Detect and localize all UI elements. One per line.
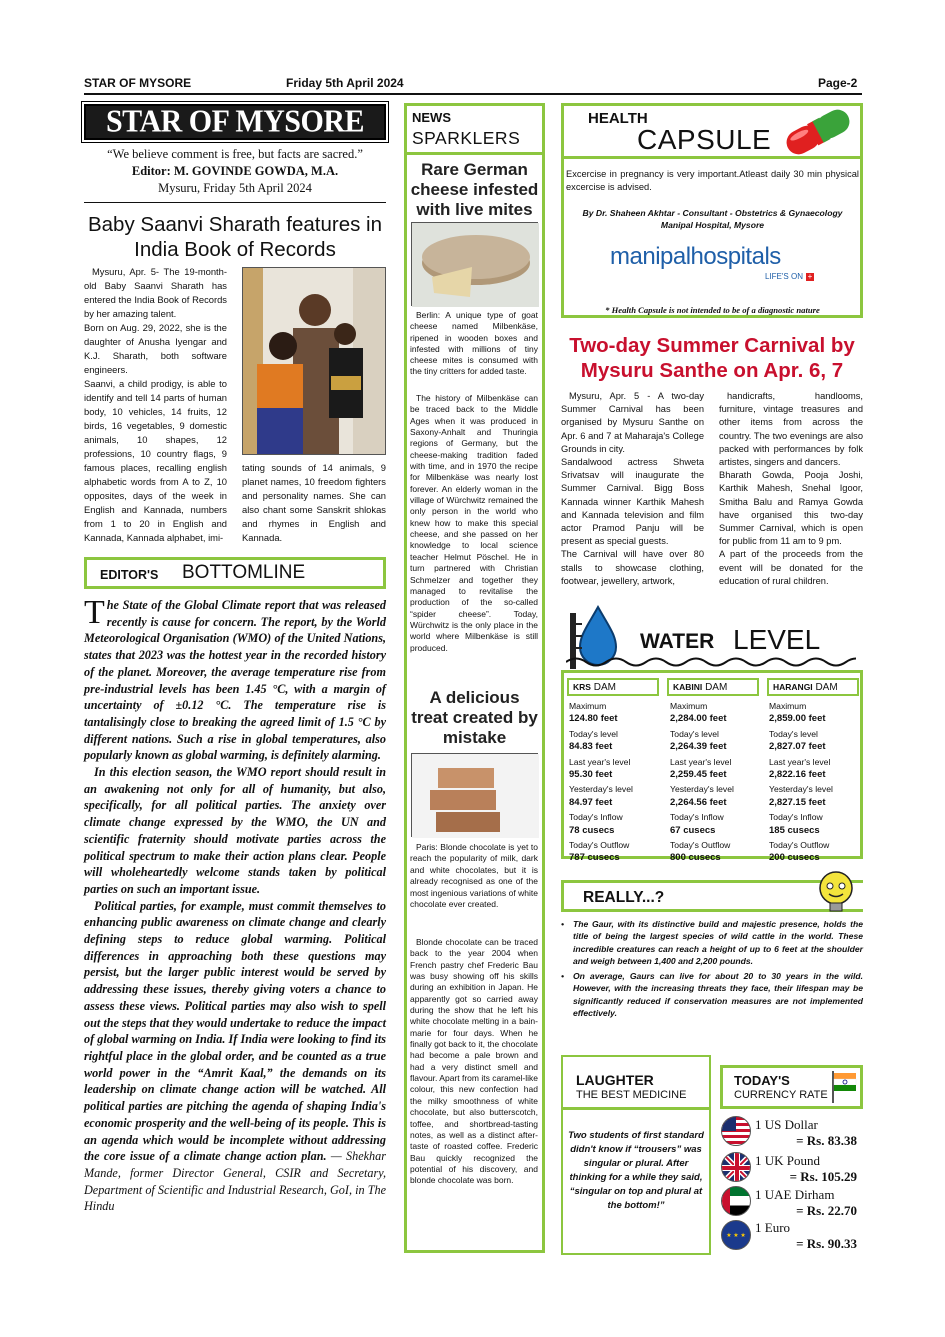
stat-label: Maximum xyxy=(769,701,807,711)
dam-krs-short: KRS xyxy=(573,682,591,692)
bottomline-label-1: EDITOR'S xyxy=(100,568,159,582)
stat-label: Today's level xyxy=(769,728,818,739)
water-label-1: WATER xyxy=(640,630,715,653)
stat-value: 2,264.39 feet xyxy=(670,741,727,753)
editor-line: Editor: M. GOVINDE GOWDA, M.A. xyxy=(131,164,339,178)
dam-kabini-suffix: DAM xyxy=(705,682,728,693)
masthead-small: STAR OF MYSORE xyxy=(84,76,192,90)
rate-gbp-value: = Rs. 105.29 xyxy=(789,1169,857,1184)
family-photo xyxy=(242,267,386,455)
fact-text: The Gaur, with its distinctive build and majestic presence, holds the title of being the largest species of wild cattle in the world. These incredible creatures can reach a height of up to 6 feet at the shoulder and weigh between 1,400 and 2,200 pounds. xyxy=(573,919,863,966)
stat-value: 2,264.56 feet xyxy=(670,796,727,808)
uae-flag-icon xyxy=(721,1186,751,1216)
carnival-col1: Mysuru, Apr. 5 - A two-day Summer Carnival has been organised by Mysuru Santhe on Apr. 6 and 7 at Maharaja's College Grounds in city. Sandalwood actress Shweta Srivatsav will inaugurate the Summer Carnival. Bigg Boss Kannada winner Karthik Mahesh and Kannada television and film actor Pramod Panju will be present as special guests. The Carnival will have over 80 stalls to showcase clothing, footwear, jewellery, artwork, xyxy=(561,391,704,586)
lightbulb-icon xyxy=(814,868,858,916)
stat-label: Today's Outflow xyxy=(670,840,731,851)
carnival-headline: Two-day Summer Carnival by Mysuru Santhe on Apr. 6, 7 xyxy=(569,334,855,382)
capsule-icon xyxy=(778,108,858,156)
manipal-logo xyxy=(610,243,781,271)
news-label-2: SPARKLERS xyxy=(412,128,521,148)
dam-kabini-short: KABINI xyxy=(673,682,703,692)
stat-label: Yesterday's level xyxy=(670,784,734,795)
fact-text: On average, Gaurs can live for about 20 to 30 years in the wild. However, with the increasing threats they face, their lifespan may be significantly reduced if conservation measures are not implemented effectively. xyxy=(573,971,863,1019)
india-flag-icon xyxy=(832,1071,858,1103)
stat-label: Today's level xyxy=(670,728,719,739)
dam-krs-suffix: DAM xyxy=(593,682,616,693)
news-headline-1: Rare German cheese infested with live mites xyxy=(410,160,539,219)
dam-harangi-short: HARANGI xyxy=(773,682,813,692)
really-facts xyxy=(561,918,863,1019)
news-text-1b: The history of Milbenkäse can be traced back to the Middle Ages when it was produced in Saxony-Anhalt and Thuringia regions of Germany, but the cheese-making tradition faded with time, and in 1970 the recipe for Milbenkäse was nearly lost forever. An elderly woman in the village of Würchwitz remained the only person in the world who knew how to make this special cheese, and she passed on her knowledge to local science teacher Helmut Pöschel. He in turn partnered with Christian Schmelzer and together they managed to revitalise the production of the so-called “spider cheese”. Today, Würchwitz is the only place in the world where Milbenkäse is still produced. xyxy=(410,393,538,653)
rate-aed-unit: 1 UAE Dirham xyxy=(755,1187,835,1202)
dam-harangi-label xyxy=(767,678,859,696)
cheese-photo xyxy=(411,222,538,306)
chocolate-illustration xyxy=(412,754,539,838)
stat-label: Today's Outflow xyxy=(569,840,630,851)
drop-cap: T xyxy=(84,594,105,631)
us-flag-icon xyxy=(721,1116,751,1146)
rate-usd-unit: 1 US Dollar xyxy=(755,1117,818,1132)
stat-value: 95.30 feet xyxy=(569,769,613,781)
issue-date: Friday 5th April 2024 xyxy=(286,76,404,90)
stat-value: 78 cusecs xyxy=(569,824,615,836)
dam-harangi-suffix: DAM xyxy=(815,682,838,693)
stat-label: Today's Inflow xyxy=(569,812,623,823)
dam-harangi-stats xyxy=(769,700,833,865)
fact-item xyxy=(561,970,863,1019)
stat-label: Today's level xyxy=(569,728,618,739)
rate-aed-value: = Rs. 22.70 xyxy=(796,1203,857,1218)
stat-value: 2,859.00 feet xyxy=(769,713,826,725)
news-label-1: NEWS xyxy=(412,110,451,125)
motto: “We believe comment is free, but facts are sacred.” xyxy=(107,147,363,161)
stat-value: 124.80 feet xyxy=(569,713,618,725)
really-label: REALLY...? xyxy=(583,889,665,906)
logo-text: STAR OF MYSORE xyxy=(105,104,365,139)
chocolate-photo xyxy=(411,753,538,837)
manipal-tagline: LIFE'S ON xyxy=(765,272,803,281)
health-note: * Health Capsule is not intended to be of a diagnostic nature xyxy=(605,305,820,315)
carnival-col2: handicrafts, handlooms, furniture, vintage treasures and other items from across the country. The two evenings are also packed with performances by folk artistes, singers and dancers. Bharath Gowda, Pooja Joshi, Karthik Mahesh, Snehal Igoor, Smitha Balu and Ramya Gowda have organised this two-day Summer Carnival, which is open for public from 11 am to 9 pm. A part of the proceeds from the event will be donated for the education of rural children. xyxy=(719,391,863,586)
bottomline-article xyxy=(84,594,386,1215)
health-label-2: CAPSULE xyxy=(637,124,772,155)
stat-label: Last year's level xyxy=(569,756,631,767)
news-text-1a: Berlin: A unique type of goat cheese named Milbenkäse, ripened in wooden boxes and infested with millions of tiny cheese mites is consumed with the tiny critters for added taste. xyxy=(410,310,538,377)
page-number: Page-2 xyxy=(818,76,858,90)
bottomline-p2: In this election season, the WMO report should result in an awakening not only for all of humanity, but also, specifically, for all political parties. The anxiety over climate change expressed by the WMO, the UN and scientific fraternity should motivate parties across the political spectrum to make their action plans clear. People will wholeheartedly welcome stands taken by political parties on such an important issue. xyxy=(84,765,386,896)
dateline: Mysuru, Friday 5th April 2024 xyxy=(158,181,312,195)
bottomline-p1: he State of the Global Climate report that was released recently is cause for concern. The report, by the World Meteorological Organisation (WMO) of the United Nations, states that 2023 was the hottest year in the recorded history of the planet. Moreover, the average temperature rise from pre-industrial levels has been 1.45 °C, with a margin of uncertainty of ±0.12 °C. The temperature rise is tantalisingly close to breaking the agreed limit of 1.5 °C by different nations. Such a rise in global temperatures, also popularly known as global warming, is definitely alarming. xyxy=(84,598,386,763)
bottomline-label-2: BOTTOMLINE xyxy=(182,562,306,583)
stat-label: Yesterday's level xyxy=(569,784,633,795)
laughter-joke: Two students of first standard didn't know if “trousers” was singular or plural. After thinking for a while they said, “singular on top and plural at the bottom!” xyxy=(568,1130,704,1211)
stat-value: 2,827.07 feet xyxy=(769,741,826,753)
story-col2: tating sounds of 14 animals, 9 planet names, 10 freedom fighters and personality names. She can also chant some Sanskrit shlokas and rhymes in English and Kannada. xyxy=(242,462,386,543)
rate-eur-value: = Rs. 90.33 xyxy=(796,1236,857,1251)
rate-usd-value: = Rs. 83.38 xyxy=(796,1133,857,1148)
currency-label-2: CURRENCY RATE xyxy=(734,1089,828,1101)
stat-value: 2,822.16 feet xyxy=(769,769,826,781)
water-waves-icon xyxy=(566,655,856,669)
stat-value: 84.97 feet xyxy=(569,796,613,808)
stat-value: 200 cusecs xyxy=(769,852,820,864)
divider xyxy=(84,202,386,203)
stat-label: Maximum xyxy=(569,701,607,711)
stat-value: 2,827.15 feet xyxy=(769,796,826,808)
manipal-logo-2: hospitals xyxy=(690,243,781,270)
manipal-logo-1: manipal xyxy=(610,243,691,270)
cheese-illustration xyxy=(412,223,539,307)
manipal-plus-icon: + xyxy=(807,272,813,281)
health-text: Excercise in pregnancy is very important.Atleast daily 30 min physical excercise is advised. xyxy=(566,169,859,192)
stat-value: 67 cusecs xyxy=(670,824,716,836)
bullet-icon: • xyxy=(561,971,565,982)
stat-value: 185 cusecs xyxy=(769,824,820,836)
stat-value: 787 cusecs xyxy=(569,852,620,864)
story-col1: Mysuru, Apr. 5- The 19-month-old Baby Saanvi Sharath has entered the India Book of Records by her amazing talent. Born on Aug. 29, 2022, she is the daughter of Anusha Iyengar and K.J. Sharath, both software engineers. Saanvi, a child prodigy, is able to identify and tell 14 parts of human body, 10 vehicles, 14 fruits, 12 birds, 16 vegetables, 9 domestic animals, 10 shapes, 12 professions, 10 country flags, 9 famous places, recalling english alphabetic words from A to Z, 10 opposites, days of the week in English and Kannada, numbers from 1 to 20 in English and Kannada, Kannada alphabet, imi- xyxy=(84,266,227,543)
bottomline-p3: Political parties, for example, must commit themselves to enhancing public awareness on climate change and clearly defining steps to reduce global warming. Political differences in approaching both these questions may persist, but the larger public interest would be served by addressing these issues, thereby giving voters a chance to assess these views. Political parties may also wish to spell out the steps that they would undertake to reduce the impact of global warming on India. If India were looking to find its rightful place in the global order, and be counted as a true world power in the “Amrit Kaal,” the demands on its leadership on climate change action will be watched. All political parties are pitching the agenda of shaping India's economic prosperity and the well-being of its people. This is an agenda which would be incomplete without addressing the core issue of a climate change action plan. xyxy=(84,898,386,1164)
stat-label: Last year's level xyxy=(670,756,732,767)
health-byline: By Dr. Shaheen Akhtar - Consultant - Obstetrics & Gynaecology Manipal Hospital, Mysore xyxy=(582,208,843,230)
rate-eur-unit: 1 Euro xyxy=(755,1220,791,1235)
bottomline-credit: — Shekhar Mande, former Director General, CSIR and Secretary, Department of Scientific and Industrial Research, GoI, in The Hindu xyxy=(84,1149,386,1214)
laughter-label-1: LAUGHTER xyxy=(576,1072,654,1088)
water-label-2: LEVEL xyxy=(733,624,821,655)
stat-label: Today's Outflow xyxy=(769,840,830,851)
dam-krs-stats xyxy=(569,700,633,865)
health-label-1: HEALTH xyxy=(588,110,648,127)
bullet-icon: • xyxy=(561,919,565,929)
news-headline-2: A delicious treat created by mistake xyxy=(411,688,538,747)
uk-flag-icon xyxy=(721,1152,751,1182)
header-rule xyxy=(84,93,862,95)
stat-value: 84.83 feet xyxy=(569,741,613,753)
stat-value: 2,284.00 feet xyxy=(670,713,727,725)
stat-label: Yesterday's level xyxy=(769,784,833,795)
stat-label: Today's Inflow xyxy=(670,812,724,823)
news-text-2b: Blonde chocolate can be traced back to the year 2004 when French pastry chef Frederic Bau was busy showing off his skills during an exhibition in Japan. He apparently got so carried away during the show that he left his white chocolate melting in a bain-marie for four days. When he finally got back to it, the chocolate had become a pale brown and had a very distinct smell and flavour. Apart from its caramel-like colour, this new confection had the milky smoothness of white chocolate, but also butterscotch, toffee, and shortbread-tasting notes, as well as a distinct after-taste of roasted coffee. Frederic Bau quickly recognized the potential of his discovery, and blonde chocolate was born. xyxy=(410,937,539,1186)
stat-value: 2,259.45 feet xyxy=(670,769,727,781)
eu-flag-icon: ★ ★ ★ xyxy=(721,1220,751,1250)
story-headline: Baby Saanvi Sharath features in India Book of Records xyxy=(87,213,383,261)
fact-item xyxy=(561,918,863,967)
rate-gbp-unit: 1 UK Pound xyxy=(755,1153,821,1168)
dam-kabini-stats xyxy=(670,700,734,865)
currency-label-1: TODAY'S xyxy=(734,1073,790,1088)
laughter-label-2: THE BEST MEDICINE xyxy=(576,1089,687,1101)
dam-krs-label xyxy=(567,678,659,696)
stat-label: Last year's level xyxy=(769,756,831,767)
dam-kabini-label xyxy=(667,678,759,696)
news-text-2a: Paris: Blonde chocolate is yet to reach the popularity of milk, dark and white chocolates, but it is already recognised as one of the most ingenious variations of white chocolate ever created. xyxy=(410,842,538,910)
stat-label: Today's Inflow xyxy=(769,812,823,823)
stat-value: 800 cusecs xyxy=(670,852,721,864)
family-photo-illustration xyxy=(243,268,386,455)
stat-label: Maximum xyxy=(670,701,708,711)
